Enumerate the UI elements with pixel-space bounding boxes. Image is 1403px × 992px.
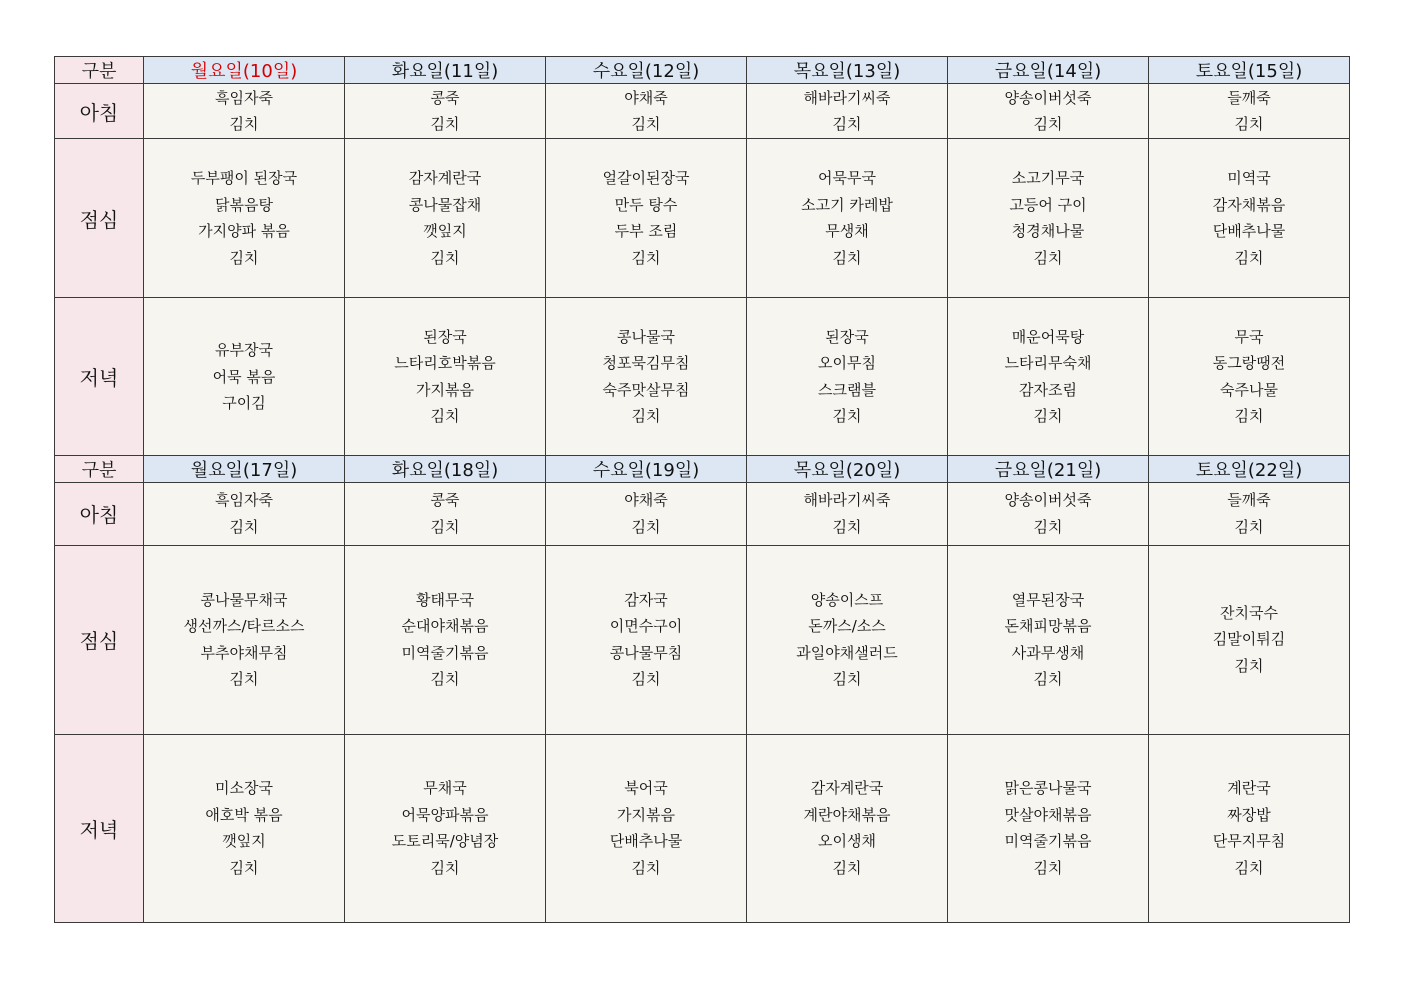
- day-header: 화요일(18일): [345, 456, 546, 483]
- lunch-menu-cell: [948, 545, 1149, 734]
- menu-item: 김치: [1234, 407, 1264, 426]
- breakfast-row: [55, 84, 1350, 139]
- day-header: 목요일(13일): [747, 57, 948, 84]
- menu-item: 숙주맛살무침: [602, 380, 690, 399]
- menu-item: 김치: [1033, 115, 1063, 134]
- menu-item: 무국: [1234, 327, 1264, 346]
- menu-item: 콩죽: [430, 88, 460, 107]
- lunch-menu-cell: [747, 545, 948, 734]
- menu-item: 고등어 구이: [1009, 195, 1087, 214]
- lunch-menu-cell: [948, 139, 1149, 298]
- menu-item: 순대야채볶음: [401, 617, 489, 636]
- menu-item: 김치: [229, 115, 259, 134]
- menu-item: 김치: [430, 248, 460, 267]
- lunch-row: [55, 139, 1350, 298]
- day-header: 토요일(22일): [1149, 456, 1350, 483]
- menu-item: 무채국: [423, 779, 467, 798]
- breakfast-menu-cell: [948, 483, 1149, 545]
- menu-item: 해바라기씨죽: [803, 88, 891, 107]
- day-header: 수요일(19일): [546, 456, 747, 483]
- menu-item: 숙주나물: [1220, 380, 1278, 399]
- menu-item: 감자계란국: [810, 779, 884, 798]
- dinner-menu-cell: [144, 298, 345, 456]
- menu-item: 돈채피망볶음: [1004, 617, 1092, 636]
- menu-item: 생선까스/타르소스: [183, 617, 305, 636]
- lunch-menu-cell: [546, 545, 747, 734]
- breakfast-menu-cell: [144, 483, 345, 545]
- week-header-row: [55, 456, 1350, 483]
- menu-item: 김치: [1033, 670, 1063, 689]
- menu-item: 도토리묵/양념장: [391, 832, 499, 851]
- dinner-menu-cell: [1149, 298, 1350, 456]
- menu-item: 구이김: [222, 394, 266, 413]
- menu-item: 콩나물무침: [609, 643, 683, 662]
- dinner-menu-cell: [546, 734, 747, 922]
- menu-item: 김치: [1234, 656, 1264, 675]
- lunch-menu-cell: [1149, 139, 1350, 298]
- weekly-meal-menu-table: [54, 56, 1350, 923]
- menu-item: 양송이버섯죽: [1004, 88, 1092, 107]
- menu-item: 황태무국: [416, 590, 474, 609]
- menu-item: 김치: [631, 248, 661, 267]
- menu-item: 된장국: [423, 327, 467, 346]
- menu-item: 들깨죽: [1227, 491, 1271, 510]
- breakfast-menu-cell: [747, 84, 948, 139]
- breakfast-menu-cell: [345, 84, 546, 139]
- menu-item: 매운어묵탕: [1011, 327, 1085, 346]
- dinner-menu-cell: [948, 734, 1149, 922]
- menu-item: 느타리무숙채: [1004, 354, 1092, 373]
- menu-item: 맛살야채볶음: [1004, 805, 1092, 824]
- dinner-row: [55, 298, 1350, 456]
- menu-item: 스크램블: [818, 380, 876, 399]
- menu-item: 김치: [1234, 115, 1264, 134]
- dinner-menu-cell: [144, 734, 345, 922]
- menu-item: 김치: [430, 407, 460, 426]
- menu-item: 맑은콩나물국: [1004, 779, 1092, 798]
- menu-item: 김치: [1234, 517, 1264, 536]
- menu-item: 무생채: [825, 222, 869, 241]
- menu-item: 김치: [832, 858, 862, 877]
- menu-item: 감자조림: [1019, 380, 1077, 399]
- menu-item: 계란국: [1227, 779, 1271, 798]
- menu-item: 미역줄기볶음: [401, 643, 489, 662]
- menu-item: 김치: [430, 517, 460, 536]
- menu-item: 김치: [430, 670, 460, 689]
- menu-item: 김치: [832, 115, 862, 134]
- menu-item: 김치: [1234, 858, 1264, 877]
- menu-item: 소고기무국: [1011, 169, 1085, 188]
- lunch-row: [55, 545, 1350, 734]
- row-label-breakfast: 아침: [55, 483, 144, 545]
- menu-item: 단무지무침: [1212, 832, 1286, 851]
- menu-item: 김치: [631, 670, 661, 689]
- menu-item: 단배추나물: [1212, 222, 1286, 241]
- menu-item: 김치: [832, 248, 862, 267]
- lunch-menu-cell: [345, 139, 546, 298]
- menu-item: 야채죽: [624, 491, 668, 510]
- breakfast-menu-cell: [546, 84, 747, 139]
- menu-item: 콩나물무채국: [200, 590, 288, 609]
- dinner-menu-cell: [345, 734, 546, 922]
- menu-item: 김치: [832, 407, 862, 426]
- lunch-menu-cell: [747, 139, 948, 298]
- lunch-menu-cell: [1149, 545, 1350, 734]
- breakfast-menu-cell: [948, 84, 1149, 139]
- menu-item: 짜장밥: [1227, 805, 1271, 824]
- day-header: 금요일(14일): [948, 57, 1149, 84]
- menu-item: 단배추나물: [609, 832, 683, 851]
- menu-item: 오이무침: [818, 354, 876, 373]
- menu-item: 김치: [229, 248, 259, 267]
- menu-item: 북어국: [624, 779, 668, 798]
- menu-item: 동그랑땡전: [1212, 354, 1286, 373]
- day-header: 월요일(17일): [144, 456, 345, 483]
- day-header: 수요일(12일): [546, 57, 747, 84]
- menu-table-body: [55, 57, 1350, 923]
- menu-item: 흑임자죽: [215, 88, 273, 107]
- menu-item: 유부장국: [215, 341, 273, 360]
- menu-item: 야채죽: [624, 88, 668, 107]
- lunch-menu-cell: [144, 545, 345, 734]
- menu-item: 미역줄기볶음: [1004, 832, 1092, 851]
- breakfast-menu-cell: [1149, 84, 1350, 139]
- menu-item: 소고기 카레밥: [801, 195, 893, 214]
- menu-item: 깻잎지: [222, 832, 266, 851]
- menu-item: 김치: [631, 517, 661, 536]
- menu-item: 사과무생채: [1011, 643, 1085, 662]
- row-label-header: 구분: [55, 456, 144, 483]
- menu-item: 김치: [631, 858, 661, 877]
- menu-item: 김치: [1033, 858, 1063, 877]
- menu-item: 열무된장국: [1011, 590, 1085, 609]
- menu-item: 양송이버섯죽: [1004, 491, 1092, 510]
- breakfast-row: [55, 483, 1350, 545]
- menu-item: 감자국: [624, 590, 668, 609]
- menu-item: 해바라기씨죽: [803, 491, 891, 510]
- menu-item: 미역국: [1227, 169, 1271, 188]
- row-label-dinner: 저녁: [55, 734, 144, 922]
- menu-item: 김치: [229, 670, 259, 689]
- dinner-menu-cell: [546, 298, 747, 456]
- menu-item: 두부 조림: [614, 222, 678, 241]
- breakfast-menu-cell: [1149, 483, 1350, 545]
- row-label-dinner: 저녁: [55, 298, 144, 456]
- lunch-menu-cell: [345, 545, 546, 734]
- row-label-lunch: 점심: [55, 139, 144, 298]
- day-header: 월요일(10일): [144, 57, 345, 84]
- menu-item: 잔치국수: [1220, 603, 1278, 622]
- menu-item: 어묵 볶음: [212, 367, 276, 386]
- menu-item: 김치: [430, 115, 460, 134]
- menu-item: 김치: [631, 115, 661, 134]
- menu-item: 닭볶음탕: [215, 195, 273, 214]
- row-label-breakfast: 아침: [55, 84, 144, 139]
- menu-item: 두부팽이 된장국: [190, 169, 298, 188]
- menu-item: 콩죽: [430, 491, 460, 510]
- menu-item: 청경채나물: [1011, 222, 1085, 241]
- menu-item: 김치: [229, 858, 259, 877]
- menu-item: 어묵양파볶음: [401, 805, 489, 824]
- menu-item: 가지양파 볶음: [198, 222, 290, 241]
- dinner-menu-cell: [948, 298, 1149, 456]
- lunch-menu-cell: [144, 139, 345, 298]
- breakfast-menu-cell: [546, 483, 747, 545]
- menu-item: 돈까스/소스: [808, 617, 886, 636]
- menu-item: 김치: [1234, 248, 1264, 267]
- breakfast-menu-cell: [345, 483, 546, 545]
- menu-item: 양송이스프: [810, 590, 884, 609]
- dinner-menu-cell: [1149, 734, 1350, 922]
- day-header: 화요일(11일): [345, 57, 546, 84]
- menu-item: 콩나물잡채: [408, 195, 482, 214]
- menu-item: 미소장국: [215, 779, 273, 798]
- menu-item: 얼갈이된장국: [602, 169, 690, 188]
- week-header-row: [55, 57, 1350, 84]
- lunch-menu-cell: [546, 139, 747, 298]
- menu-item: 콩나물국: [617, 327, 675, 346]
- menu-item: 감자계란국: [408, 169, 482, 188]
- menu-item: 김치: [1033, 407, 1063, 426]
- menu-item: 청포묵김무침: [602, 354, 690, 373]
- dinner-menu-cell: [747, 734, 948, 922]
- menu-item: 계란야채볶음: [803, 805, 891, 824]
- menu-item: 이면수구이: [609, 617, 683, 636]
- menu-item: 어묵무국: [818, 169, 876, 188]
- breakfast-menu-cell: [144, 84, 345, 139]
- dinner-menu-cell: [747, 298, 948, 456]
- dinner-row: [55, 734, 1350, 922]
- menu-item: 들깨죽: [1227, 88, 1271, 107]
- menu-item: 느타리호박볶음: [394, 354, 496, 373]
- menu-item: 김치: [229, 517, 259, 536]
- menu-item: 흑임자죽: [215, 491, 273, 510]
- day-header: 목요일(20일): [747, 456, 948, 483]
- breakfast-menu-cell: [747, 483, 948, 545]
- menu-item: 김말이튀김: [1212, 630, 1286, 649]
- menu-item: 과일야채샐러드: [796, 643, 898, 662]
- menu-item: 가지볶음: [617, 805, 675, 824]
- menu-item: 김치: [832, 670, 862, 689]
- row-label-lunch: 점심: [55, 545, 144, 734]
- menu-item: 김치: [631, 407, 661, 426]
- menu-item: 감자채볶음: [1212, 195, 1286, 214]
- menu-item: 김치: [832, 517, 862, 536]
- menu-item: 김치: [430, 858, 460, 877]
- menu-item: 오이생채: [818, 832, 876, 851]
- day-header: 금요일(21일): [948, 456, 1149, 483]
- menu-item: 된장국: [825, 327, 869, 346]
- menu-item: 만두 탕수: [614, 195, 678, 214]
- menu-item: 애호박 볶음: [205, 805, 283, 824]
- menu-item: 깻잎지: [423, 222, 467, 241]
- row-label-header: 구분: [55, 57, 144, 84]
- day-header: 토요일(15일): [1149, 57, 1350, 84]
- menu-item: 부추야채무침: [200, 643, 288, 662]
- dinner-menu-cell: [345, 298, 546, 456]
- menu-item: 가지볶음: [416, 380, 474, 399]
- menu-item: 김치: [1033, 517, 1063, 536]
- menu-item: 김치: [1033, 248, 1063, 267]
